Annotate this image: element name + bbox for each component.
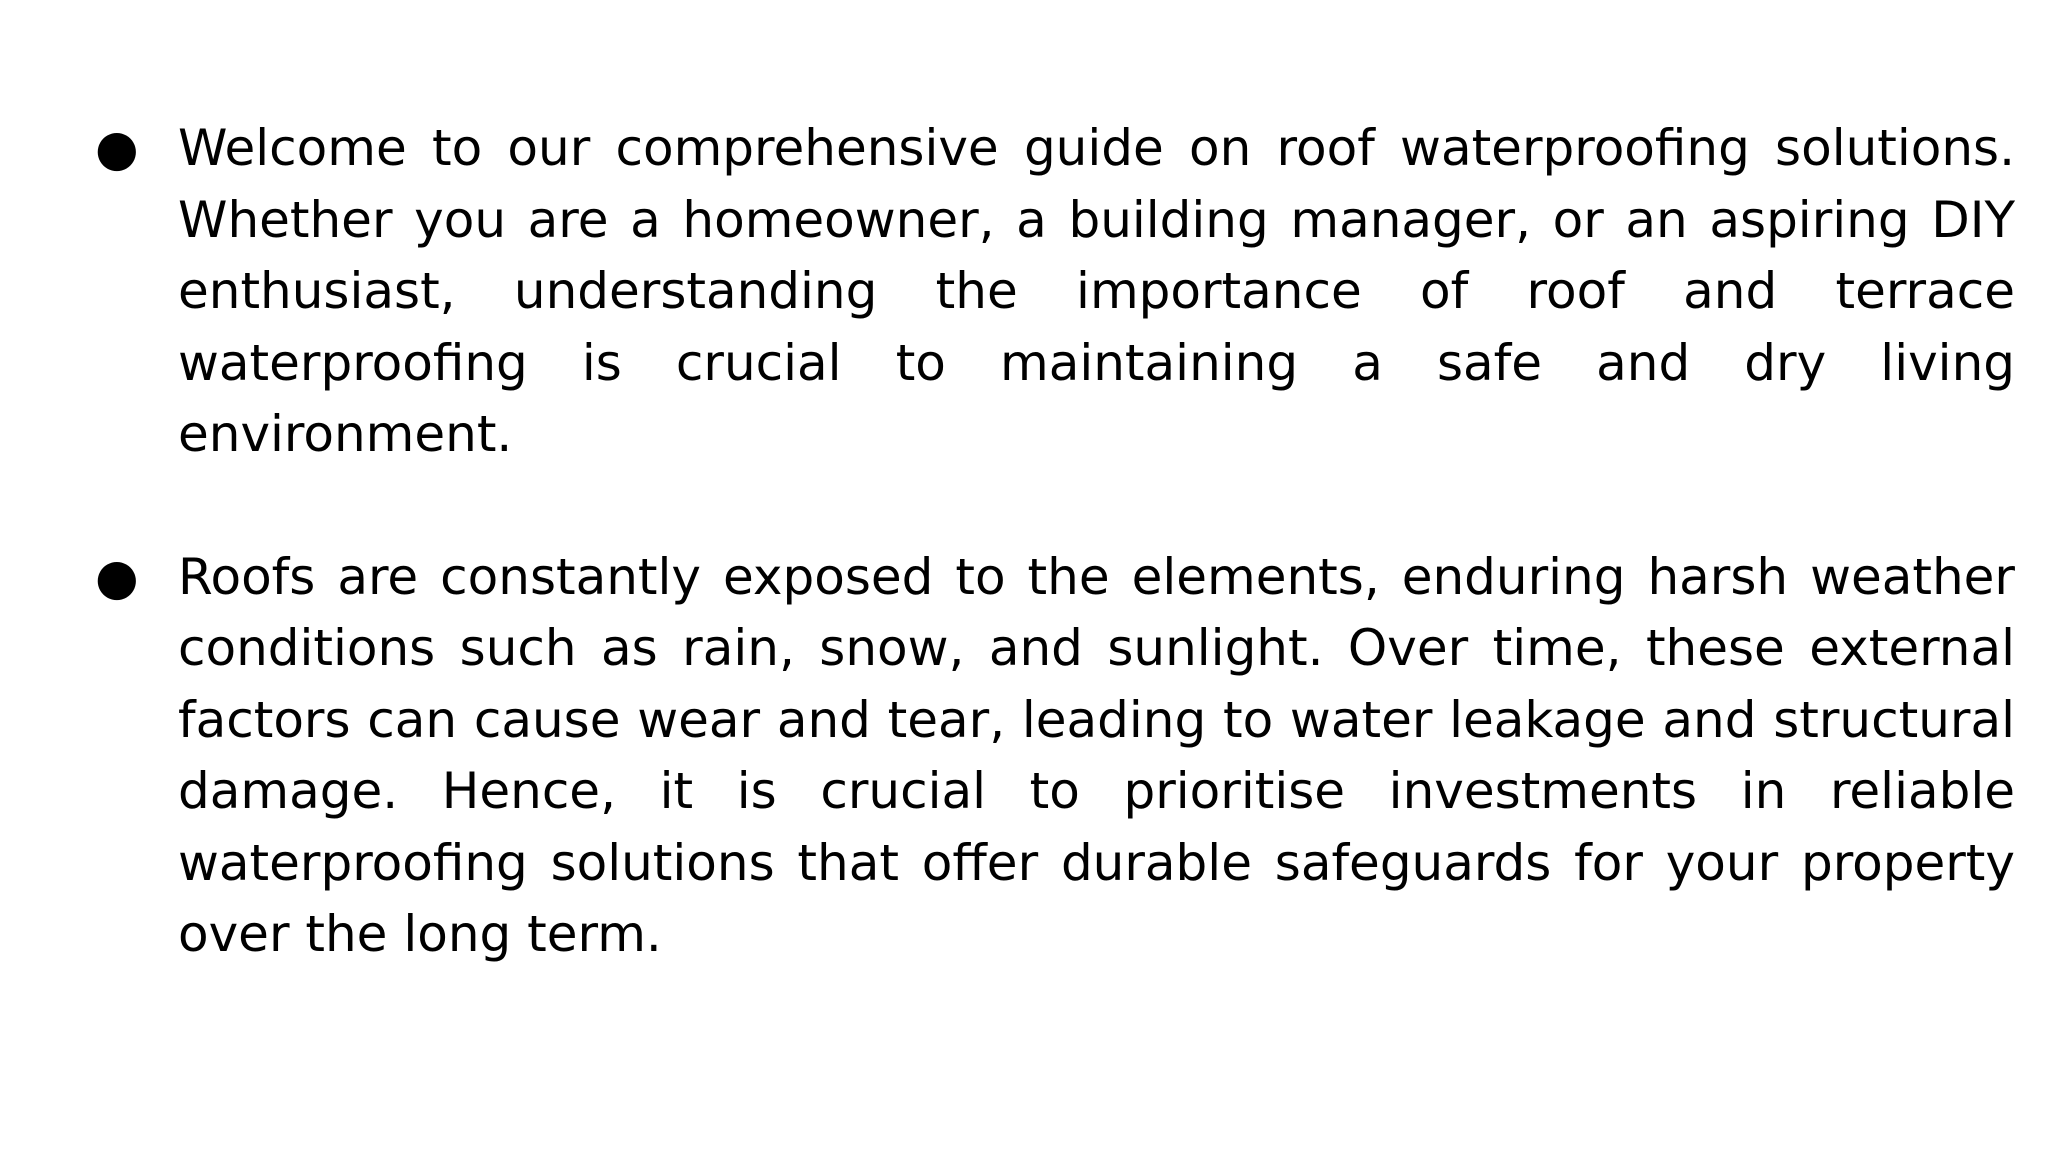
- bullet-list: [95, 113, 2015, 1042]
- bullet-text-roofs: Roofs are constantly exposed to the elements, enduring harsh weather conditions such as rain, snow, and sunlight. Over time, these external factors can cause wear and tear, leading to water leakage and structural damage. Hence, it is crucial to prioritise investments in reliable waterproofing solutions that offer durable safeguards for your property over the long term.: [178, 547, 2015, 963]
- bullet-item-intro: [95, 113, 2015, 471]
- bullet-text-intro: Welcome to our comprehensive guide on roof waterproofing solutions. Whether you are a homeowner, a building manager, or an aspiring DIY enthusiast, understanding the importance of roof and terrace waterproofing is crucial to maintaining a safe and dry living environment.: [178, 119, 2015, 463]
- bullet-item-roofs: [95, 542, 2015, 971]
- bullet-dot-icon: ●: [95, 547, 139, 606]
- bullet-dot-icon: ●: [95, 119, 139, 177]
